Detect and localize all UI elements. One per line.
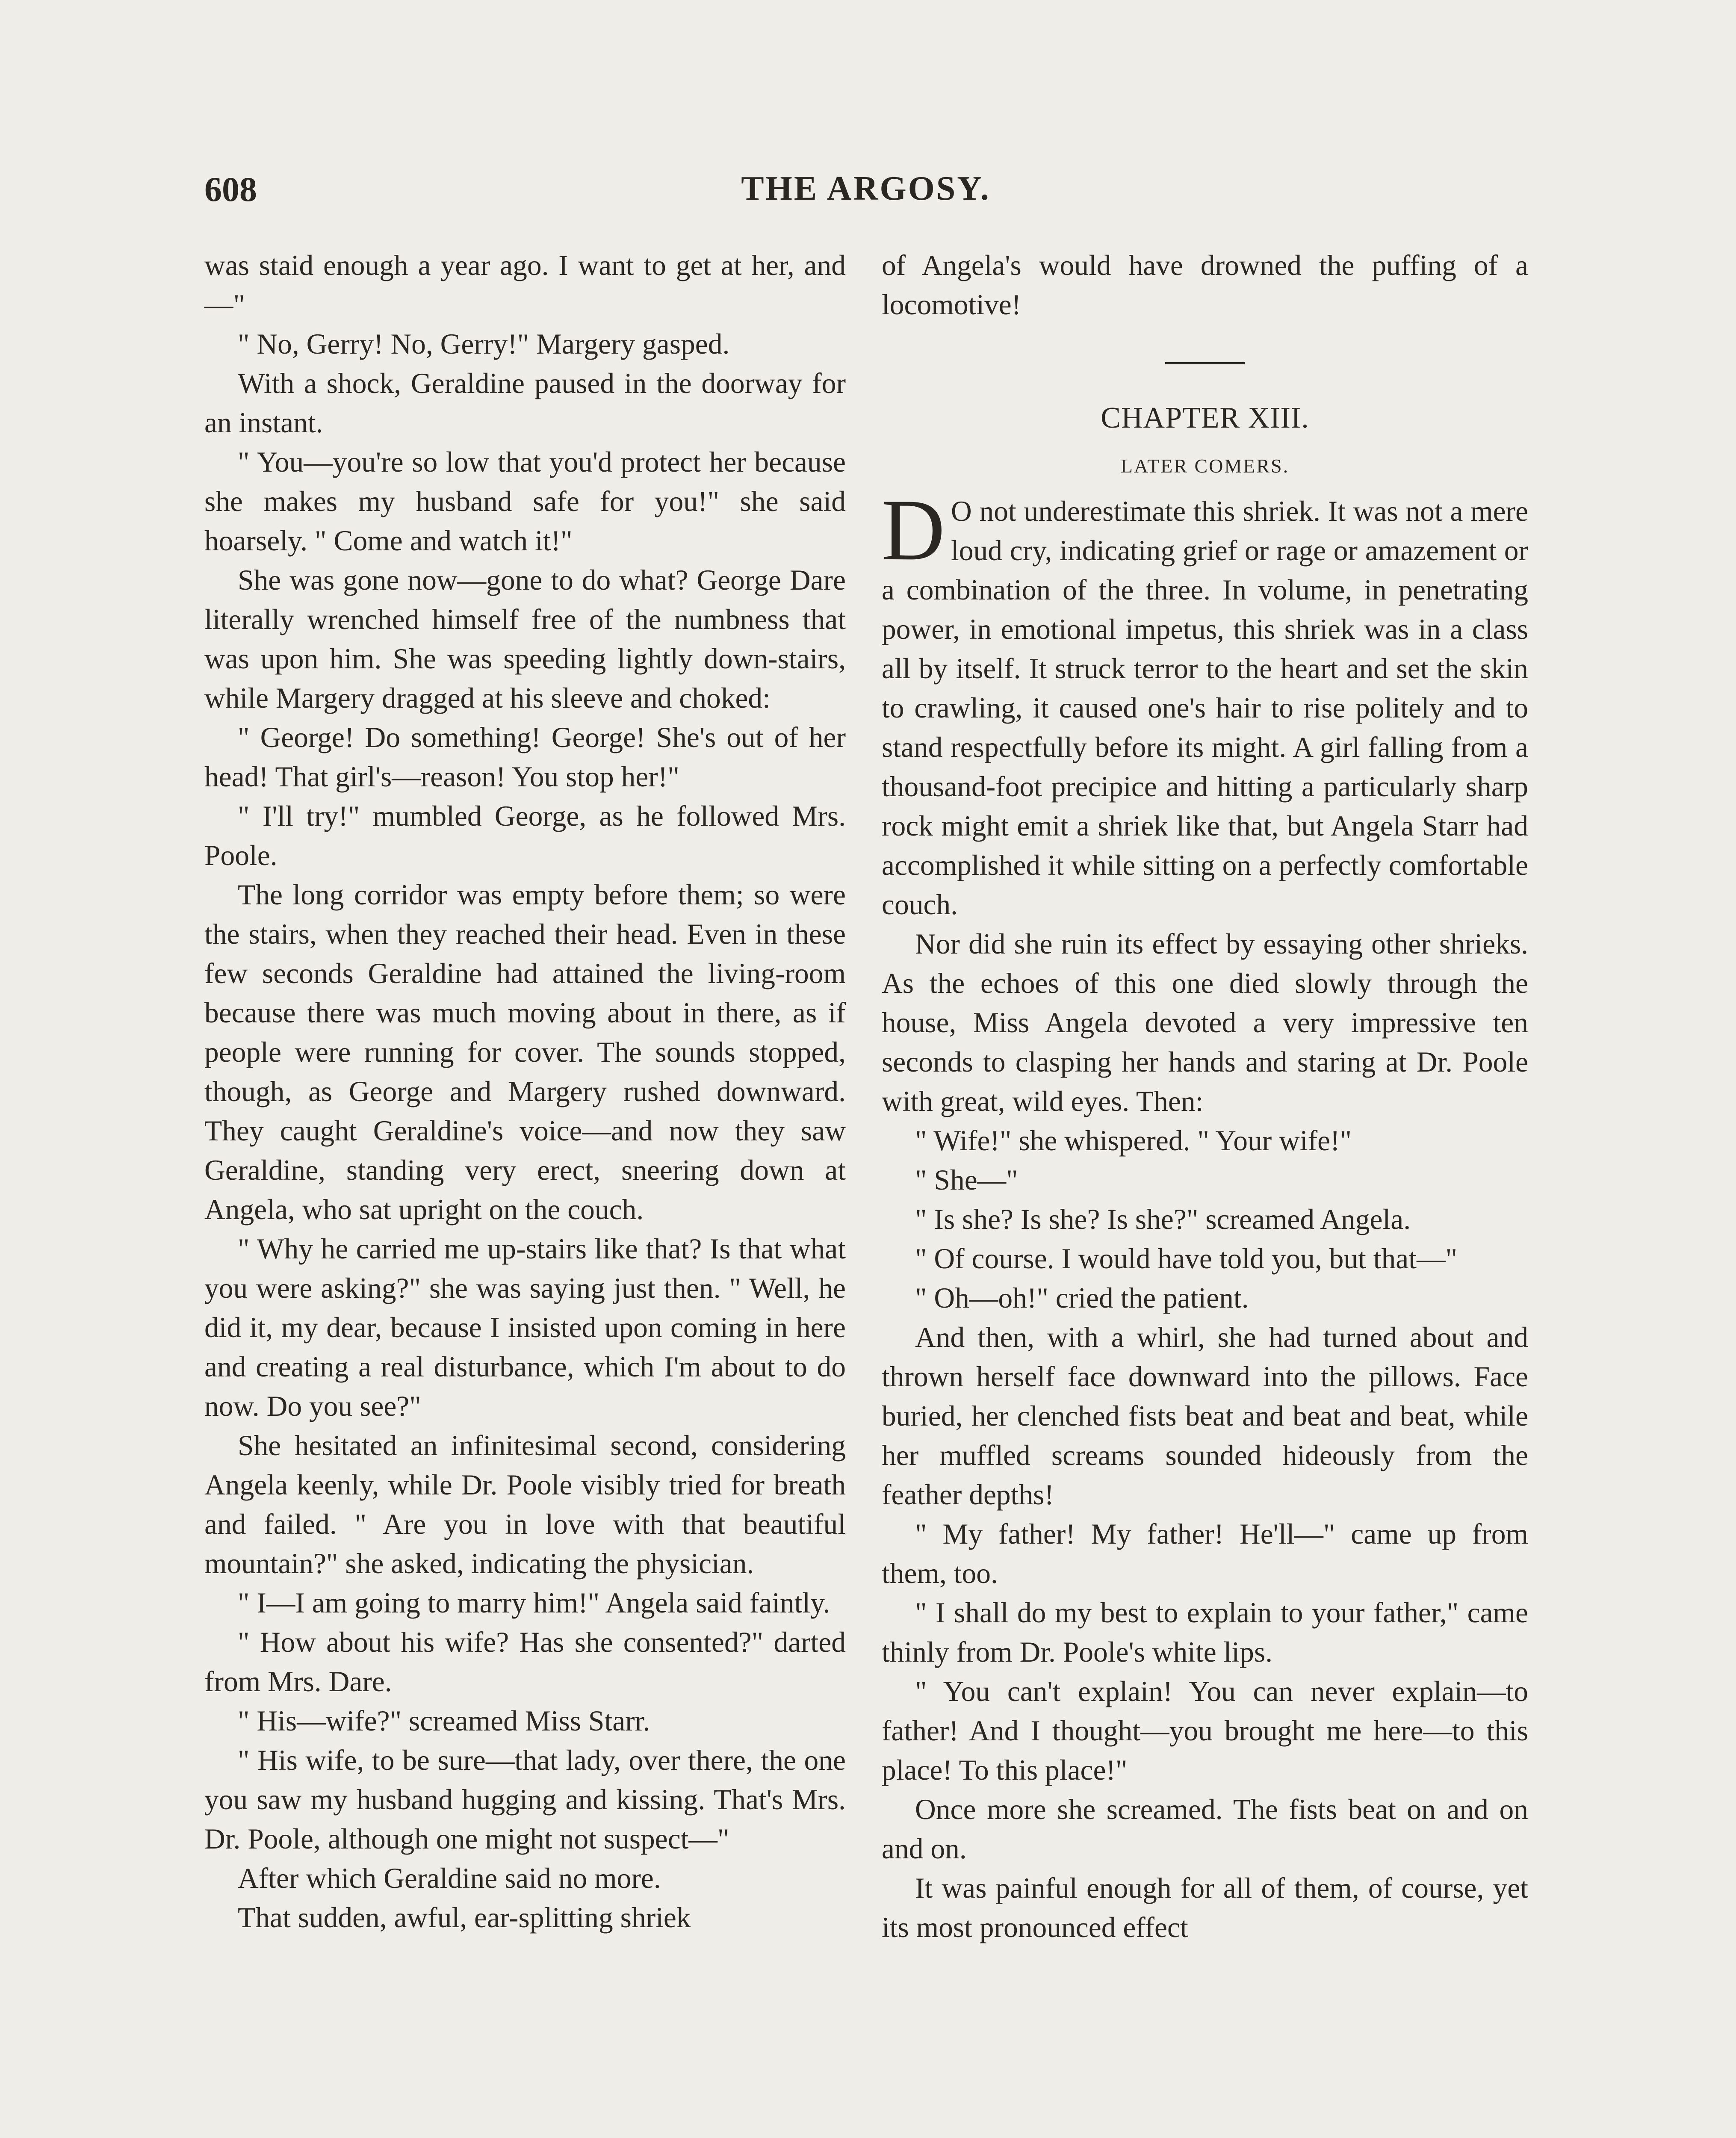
paragraph: " You can't explain! You can never explain—to father! And I thought—you brought me here—to this place! To this place!" xyxy=(882,1675,1528,1786)
paragraph: " How about his wife? Has she consented?" darted from Mrs. Dare. xyxy=(204,1626,846,1698)
paragraph: " I shall do my best to explain to your father," came thinly from Dr. Poole's white lips. xyxy=(882,1597,1528,1668)
paragraph: The long corridor was empty before them; so were the stairs, when they reached their head. Even in these few seconds Geraldine had attained the living-room because there was much moving about in there, as if people were running for cover. The sounds stopped, though, as George and Margery rushed downward. They caught Geraldine's voice—and now they saw Geraldine, standing very erect, sneering down at Angela, who sat upright on the couch. xyxy=(204,879,846,1226)
paragraph: " I'll try!" mumbled George, as he followed Mrs. Poole. xyxy=(204,800,846,871)
paragraph-continuation: was staid enough a year ago. I want to get at her, and—" xyxy=(204,249,846,321)
chapter-subtitle: LATER COMERS. xyxy=(1120,455,1290,477)
paragraph: And then, with a whirl, she had turned about and thrown herself face downward into the pillows. Face buried, her clenched fists beat and beat and beat, while her muffled screams sounded hideously from the feather depths! xyxy=(882,1321,1528,1511)
paragraph: After which Geraldine said no more. xyxy=(238,1862,661,1894)
paragraph: " Of course. I would have told you, but that—" xyxy=(915,1243,1457,1275)
paragraph: She was gone now—gone to do what? George Dare literally wrenched himself free of the numbness that was upon him. She was speeding lightly down-stairs, while Margery dragged at his sleeve and choked: xyxy=(204,564,846,714)
paragraph: " My father! My father! He'll—" came up from them, too. xyxy=(882,1518,1528,1589)
section-divider xyxy=(1165,362,1245,364)
paragraph: " Why he carried me up-stairs like that? Is that what you were asking?" she was saying just then. " Well, he did it, my dear, because I insisted upon coming in here and creating a real disturbance, which I'm about to do now. Do you see?" xyxy=(204,1233,846,1422)
paragraph: Nor did she ruin its effect by essaying other shrieks. As the echoes of this one died slowly through the house, Miss Angela devoted a very impressive ten seconds to clasping her hands and staring at Dr. Poole with great, wild eyes. Then: xyxy=(882,928,1528,1117)
paragraph-continuation: of Angela's would have drowned the puffing of a locomotive! xyxy=(882,249,1528,321)
magazine-title: THE ARGOSY. xyxy=(741,170,991,207)
opening-text: O not underestimate this shriek. It was not a mere loud cry, indicating grief or rage or amazement or a combination of the three. In volume, in penetrating power, in emotional impetus, this shriek was in a class all by itself. It struck terror to the heart and set the skin to crawling, it caused one's hair to rise politely and to stand respectfully before its might. A girl falling from a thousand-foot precipice and hitting a particularly sharp rock might emit a shriek like that, but Angela Starr had accomplished it while sitting on a perfectly comfortable couch. xyxy=(882,495,1528,921)
left-column xyxy=(204,246,846,1937)
paragraph: That sudden, awful, ear-splitting shriek xyxy=(238,1902,691,1934)
right-column xyxy=(882,246,1528,1947)
paragraph: " You—you're so low that you'd protect her because she makes my husband safe for you!" she said hoarsely. " Come and watch it!" xyxy=(204,446,846,557)
chapter-opening-paragraph xyxy=(882,481,1528,924)
page-number: 608 xyxy=(204,170,257,209)
paragraph: " She—" xyxy=(915,1164,1018,1196)
paragraph: " His wife, to be sure—that lady, over there, the one you saw my husband hugging and kissing. That's Mrs. Dr. Poole, although one might not suspect—" xyxy=(204,1744,846,1855)
running-head xyxy=(204,169,1527,221)
paragraph: " Wife!" she whispered. " Your wife!" xyxy=(915,1125,1352,1157)
paragraph: She hesitated an infinitesimal second, considering Angela keenly, while Dr. Poole visibly tried for breath and failed. " Are you in love with that beautiful mountain?" she asked, indicating the physician. xyxy=(204,1429,846,1580)
paragraph: It was painful enough for all of them, of course, yet its most pronounced effect xyxy=(882,1872,1528,1943)
paragraph: " George! Do something! George! She's out of her head! That girl's—reason! You stop her!" xyxy=(204,721,846,793)
paragraph: With a shock, Geraldine paused in the doorway for an instant. xyxy=(204,367,846,439)
chapter-title: CHAPTER XIII. xyxy=(1101,402,1309,434)
paragraph: " His—wife?" screamed Miss Starr. xyxy=(238,1705,650,1737)
drop-cap: D xyxy=(882,481,945,579)
paragraph: " No, Gerry! No, Gerry!" Margery gasped. xyxy=(238,328,730,360)
paragraph: " Oh—oh!" cried the patient. xyxy=(915,1282,1249,1314)
paragraph: " I—I am going to marry him!" Angela said faintly. xyxy=(238,1587,830,1619)
paragraph: Once more she screamed. The fists beat on and on and on. xyxy=(882,1793,1528,1865)
paragraph: " Is she? Is she? Is she?" screamed Angela. xyxy=(915,1203,1411,1235)
